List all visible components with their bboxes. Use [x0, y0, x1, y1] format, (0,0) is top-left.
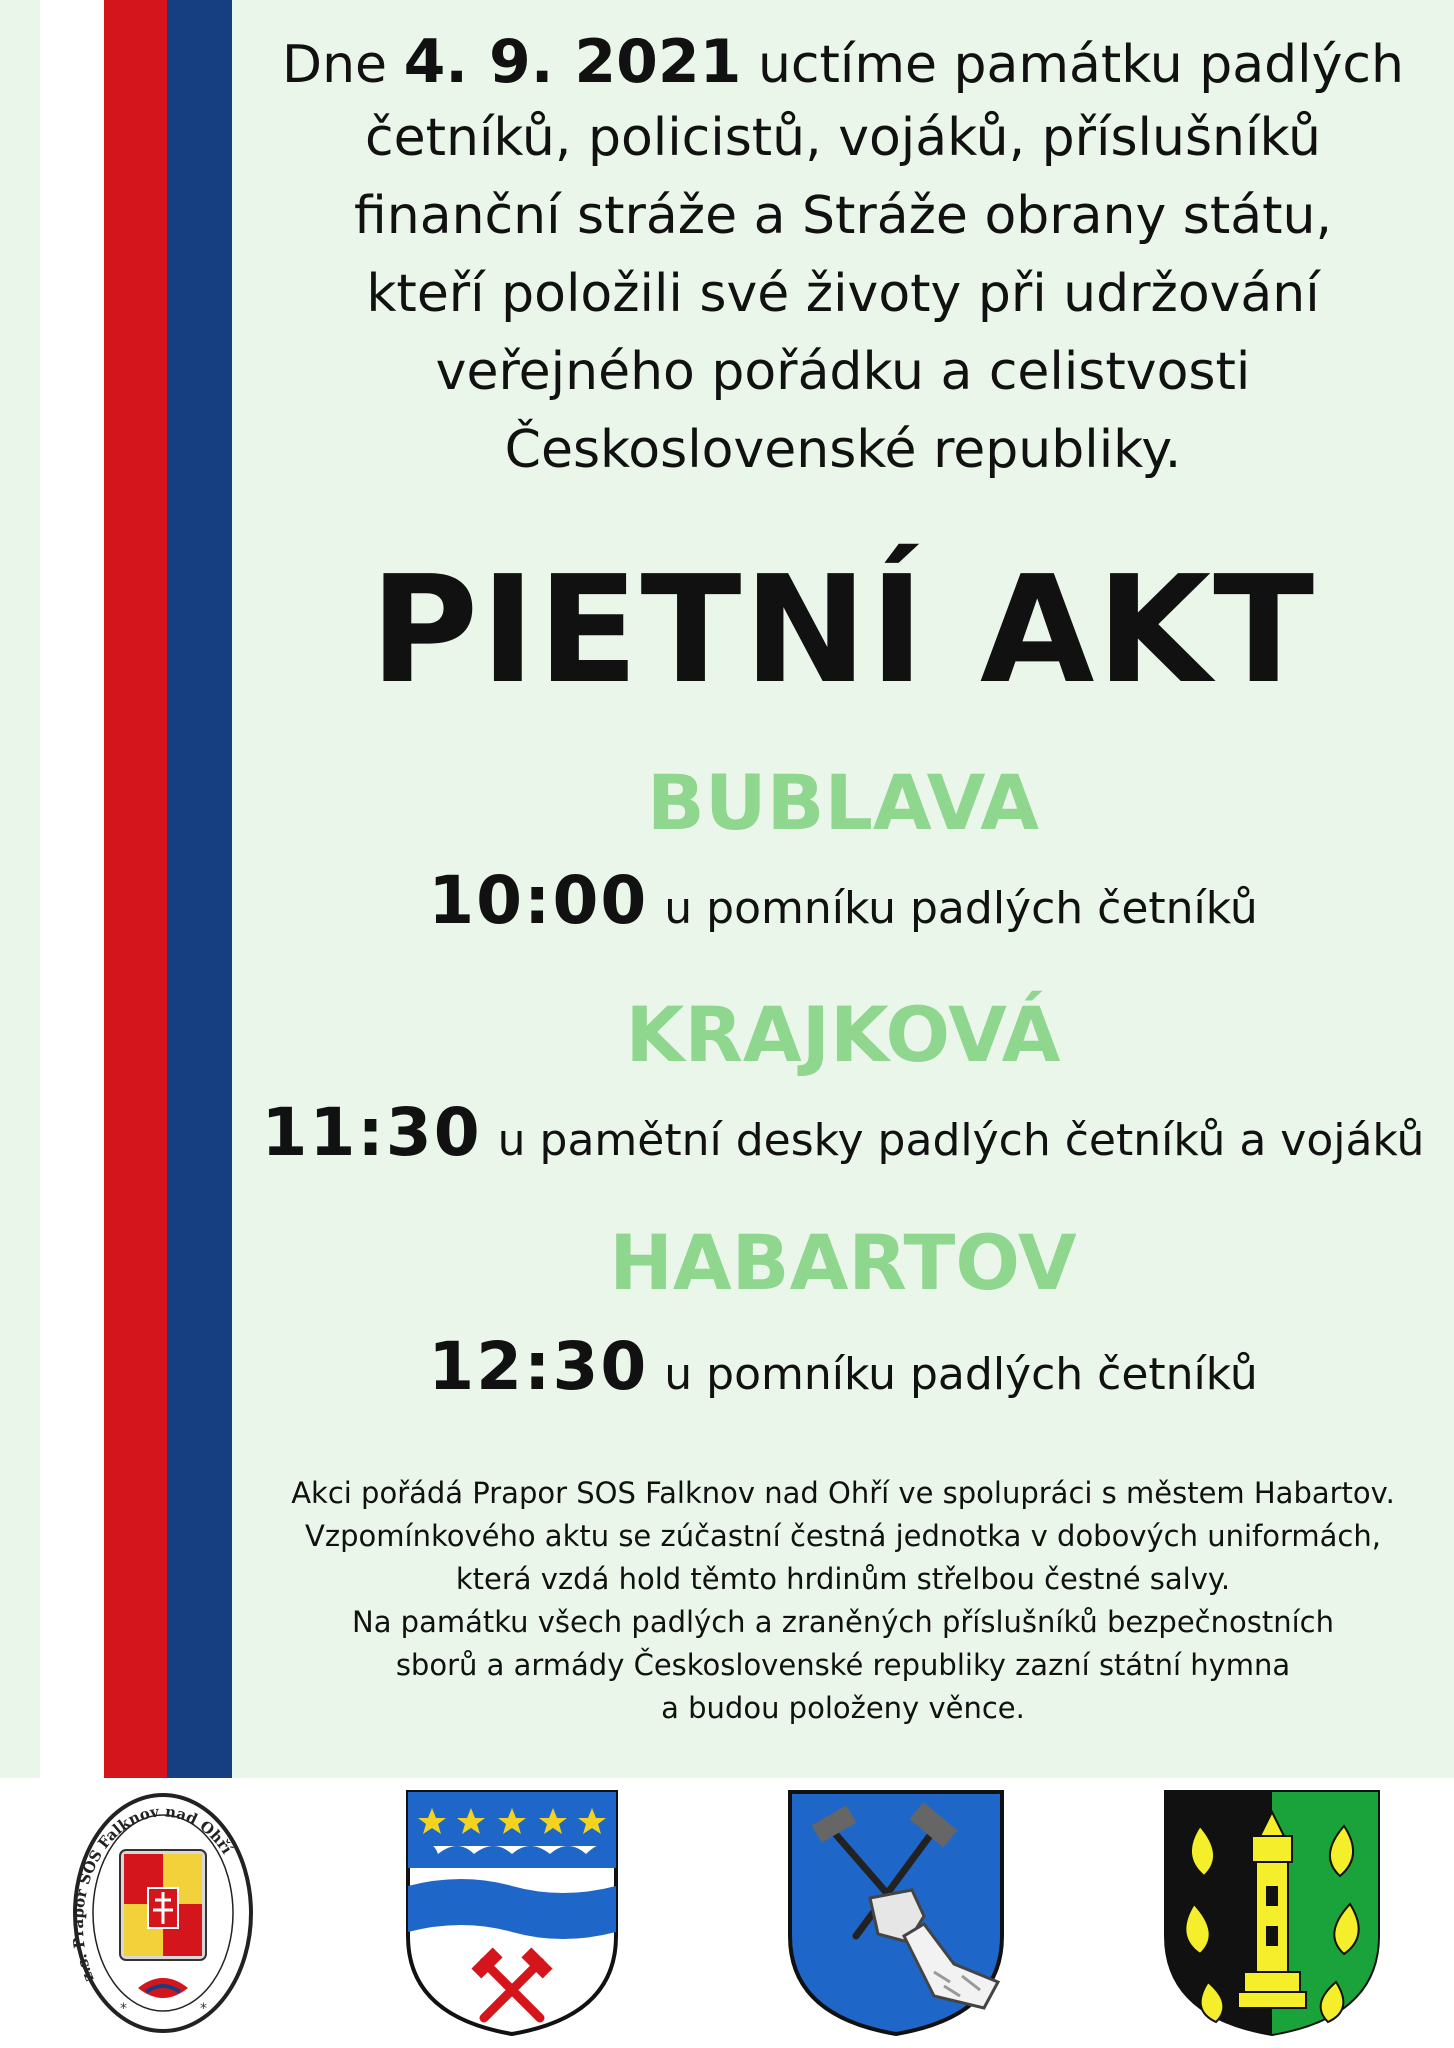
- poster-content: [232, 0, 1454, 1778]
- event-date: 4. 9. 2021: [403, 27, 742, 97]
- intro-line-5: veřejného pořádku a celistvosti: [435, 342, 1251, 402]
- intro-suffix: uctíme památku padlých: [741, 35, 1404, 95]
- flag-stripe-red: [104, 0, 167, 1778]
- flag-stripe-white: [40, 0, 104, 1778]
- intro-line-1: [232, 27, 1454, 97]
- place-bublava: BUBLAVA: [646, 758, 1040, 847]
- intro-line-6: Československé republiky.: [504, 420, 1182, 480]
- event-time: 10:00: [428, 862, 649, 939]
- intro-line-3: finanční stráže a Stráže obrany státu,: [354, 186, 1332, 246]
- intro-prefix: Dne: [282, 35, 404, 95]
- note-line: Akci pořádá Prapor SOS Falknov nad Ohří ve spolupráci s městem Habartov.: [291, 1476, 1395, 1510]
- flag-stripe-blue: [167, 0, 232, 1778]
- event-habartov: [232, 1328, 1454, 1410]
- svg-text:*: *: [120, 2001, 127, 2017]
- prapor-sos-seal-logo: [68, 1788, 258, 2038]
- note-line: a budou položeny věnce.: [661, 1691, 1025, 1725]
- logo-strip: [0, 1778, 1454, 2048]
- event-location: u pomníku padlých četníků: [664, 883, 1258, 934]
- note-line: Na památku všech padlých a zraněných příslušníků bezpečnostních: [352, 1605, 1334, 1639]
- event-krajkova: [232, 1094, 1454, 1176]
- event-location: u pomníku padlých četníků: [664, 1349, 1258, 1400]
- page-title: PIETNÍ AKT: [369, 544, 1317, 716]
- intro-line-2: četníků, policistů, vojáků, příslušníků: [365, 108, 1321, 168]
- event-time: 12:30: [428, 1328, 649, 1405]
- svg-text:*: *: [200, 2001, 207, 2017]
- place-habartov: HABARTOV: [609, 1218, 1077, 1307]
- intro-line-4: kteří položili své životy při udržování: [366, 264, 1320, 324]
- note-line: sborů a armády Československé republiky zazní státní hymna: [395, 1648, 1291, 1682]
- event-time: 11:30: [261, 1094, 482, 1171]
- event-bublava: [232, 862, 1454, 944]
- krajkova-coat-of-arms-logo: [784, 1786, 1008, 2040]
- seal-lettering: z.s. Prapor SOS Falknov nad Ohří: [68, 1802, 236, 1985]
- event-location: u pamětní desky padlých četníků a vojáků: [497, 1115, 1425, 1166]
- place-krajkova: KRAJKOVÁ: [625, 990, 1061, 1079]
- note-line: Vzpomínkového aktu se zúčastní čestná jednotka v dobových uniformách,: [305, 1519, 1381, 1553]
- bublava-coat-of-arms-logo: [402, 1786, 622, 2040]
- habartov-coat-of-arms-logo: [1160, 1786, 1384, 2040]
- note-line: která vzdá hold těmto hrdinům střelbou čestné salvy.: [455, 1562, 1231, 1596]
